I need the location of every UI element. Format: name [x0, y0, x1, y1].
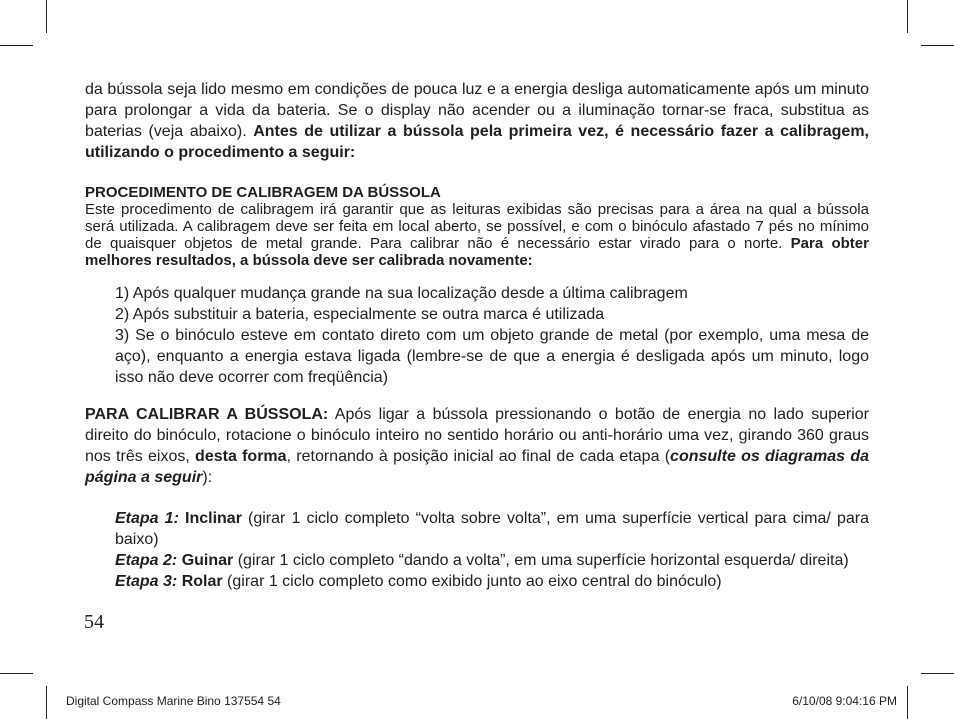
page-content [85, 79, 869, 592]
crop-mark-bottom-left-vertical [46, 686, 47, 719]
step-1 [115, 508, 869, 550]
crop-mark-top-right-vertical [907, 0, 908, 33]
procedure-title: PROCEDIMENTO DE CALIBRAGEM DA BÚSSOLA [85, 184, 441, 201]
step-2 [115, 550, 869, 571]
step-3 [115, 571, 869, 592]
footer-timestamp: 6/10/08 9:04:16 PM [792, 694, 897, 708]
intro-bold-text: Antes de utilizar a bússola pela primeira vez, é necessário fazer a calibragem, utilizando o procedimento a seguir: [85, 123, 870, 161]
list-item: 1) Após qualquer mudança grande na sua localização desde a última calibragem [115, 285, 688, 302]
calibrate-text-1: Após ligar a bússola pressionando o botão de energia no lado superior direito do binóculo, rotacione o binóculo inteiro no sentido horário ou anti-horário uma vez, girando 360 graus nos três eixos, [85, 406, 870, 465]
step-name: Inclinar [185, 510, 242, 527]
crop-mark-bottom-left-horizontal [0, 673, 33, 674]
calibrate-text-2: , retornando à posição inicial ao final de cada etapa ( [286, 448, 671, 465]
crop-mark-bottom-right-vertical [907, 686, 908, 719]
calibrate-label: PARA CALIBRAR A BÚSSOLA: [85, 406, 329, 423]
step-text: (girar 1 ciclo completo como exibido junto ao eixo central do binóculo) [222, 573, 722, 590]
recalibration-list [115, 283, 869, 388]
intro-paragraph [85, 79, 869, 163]
procedure-paragraph [85, 201, 869, 269]
footer-file-info: Digital Compass Marine Bino 137554 54 [66, 694, 281, 708]
calibrate-diagram-reference: consulte os diagramas da página a seguir [85, 448, 869, 486]
step-text: (girar 1 ciclo completo “volta sobre volta”, em uma superfície vertical para cima/ para baixo) [115, 510, 869, 548]
calibrate-bold: desta forma [195, 448, 287, 465]
calibrate-paragraph [85, 404, 869, 488]
calibration-steps [115, 508, 869, 592]
crop-mark-top-right-horizontal [921, 45, 954, 46]
calibrate-text-3: ): [202, 469, 213, 486]
intro-text: da bússola seja lido mesmo em condições de pouca luz e a energia desliga automaticamente após um minuto para prolongar a vida da bateria. Se o display não acender ou a iluminação tornar-se fraca, substitua as baterias (veja abaixo). [85, 81, 869, 140]
crop-mark-bottom-right-horizontal [921, 673, 954, 674]
step-label: Etapa 3: [115, 573, 178, 590]
step-name: Rolar [181, 573, 223, 590]
step-label: Etapa 1: [115, 510, 179, 527]
crop-mark-top-left-vertical [46, 0, 47, 33]
list-item: 2) Após substituir a bateria, especialmente se outra marca é utilizada [115, 306, 605, 323]
step-label: Etapa 2: [115, 552, 178, 569]
procedure-text: Este procedimento de calibragem irá garantir que as leituras exibidas são precisas para a área na qual a bússola será utilizada. A calibragem deve ser feita em local aberto, se possível, e com o binóculo afastado 7 pés no mínimo de quaisquer objetos de metal grande. Para calibrar não é necessário estar virado para o norte. [85, 201, 869, 252]
procedure-bold-text: Para obter melhores resultados, a bússola deve ser calibrada novamente: [85, 235, 869, 269]
list-item: 3) Se o binóculo esteve em contato direto com um objeto grande de metal (por exemplo, uma mesa de aço), enquanto a energia estava ligada (lembre-se de que a energia é desligada após um minuto, logo isso não deve ocorrer com freqüência) [115, 327, 869, 386]
step-name: Guinar [181, 552, 234, 569]
crop-mark-top-left-horizontal [0, 45, 33, 46]
step-text: (girar 1 ciclo completo “dando a volta”, em uma superfície horizontal esquerda/ direita) [233, 552, 849, 569]
page-number: 54 [84, 611, 104, 633]
